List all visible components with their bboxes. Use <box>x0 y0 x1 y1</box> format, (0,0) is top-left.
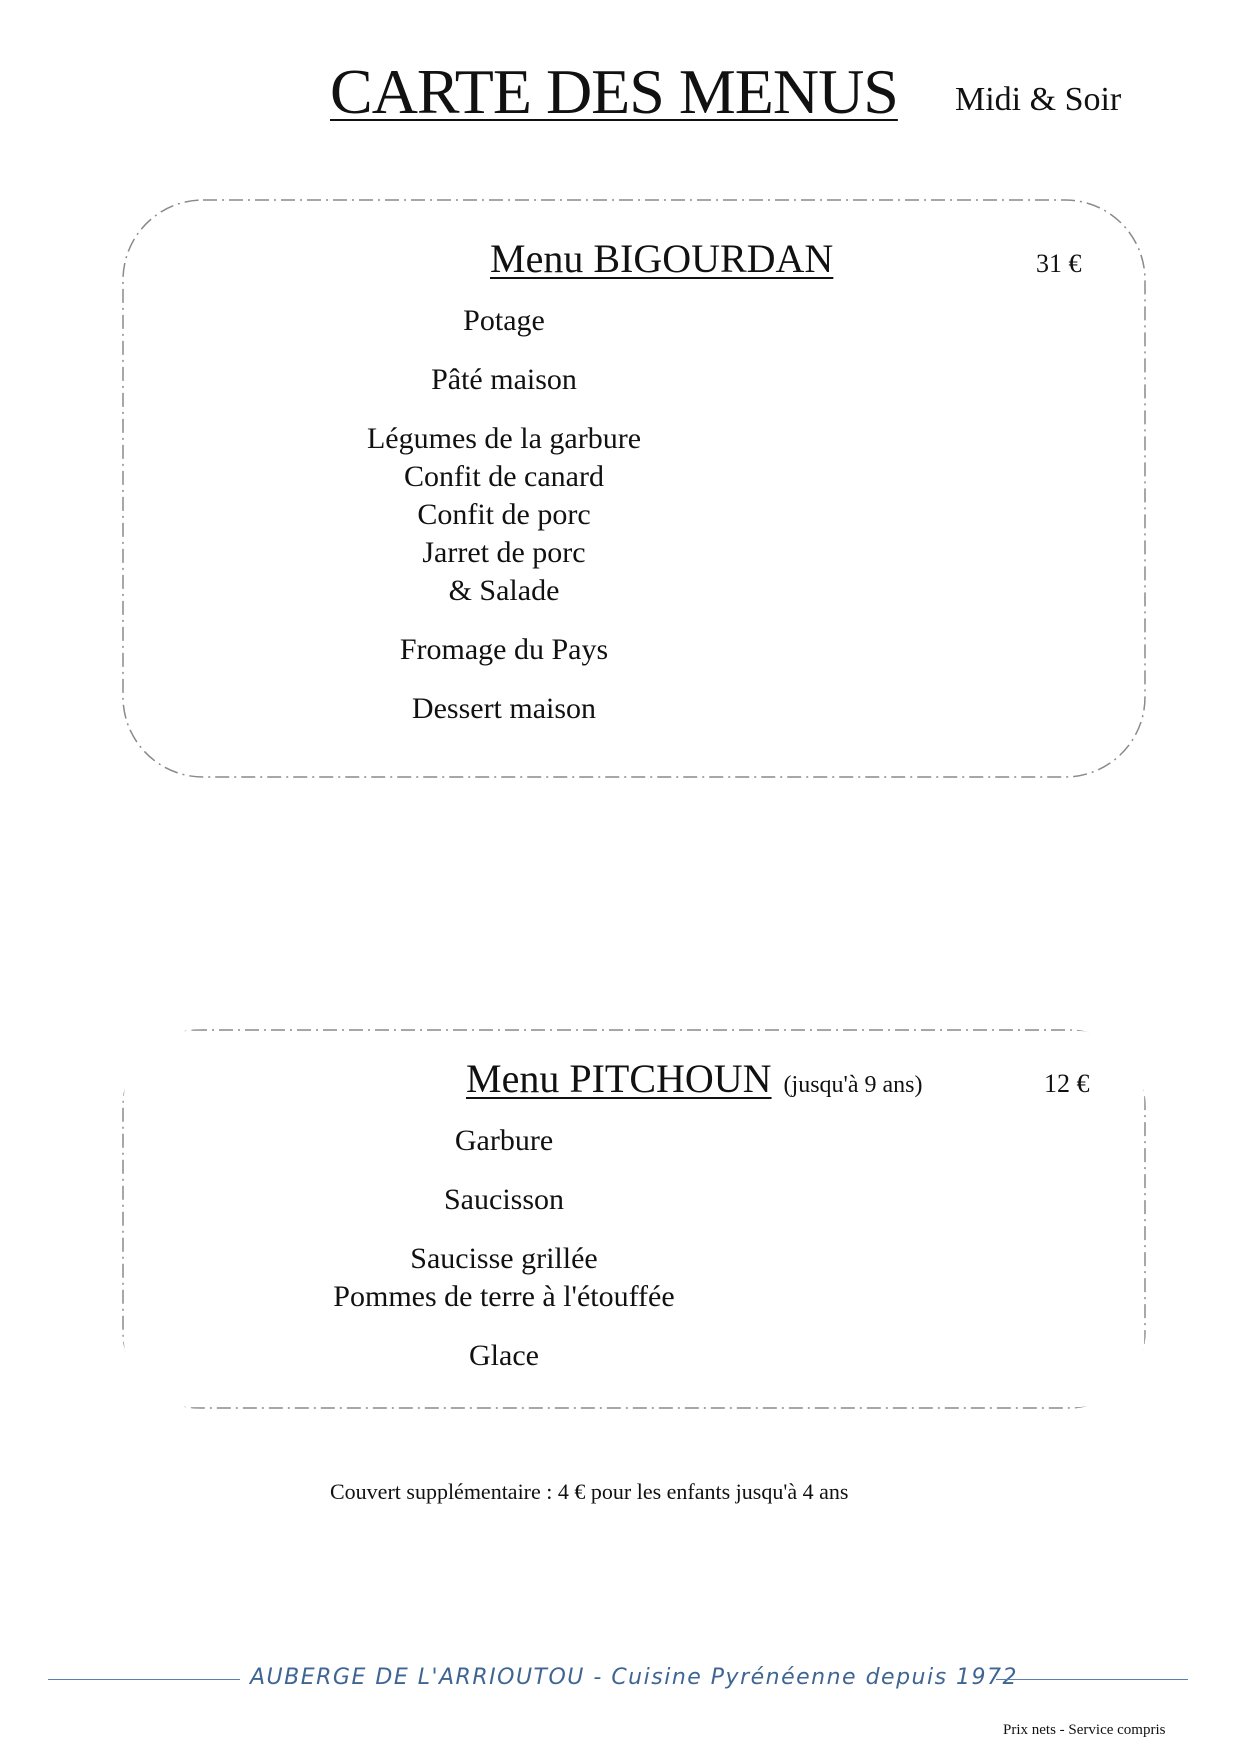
menu-course-item: Pâté maison <box>431 363 577 396</box>
page-title: CARTE DES MENUS <box>330 56 898 127</box>
menu-course <box>122 361 1016 399</box>
menu-course-item: Saucisson <box>444 1183 564 1216</box>
course-list <box>122 302 1016 749</box>
footer-brand: AUBERGE DE L'ARRIOUTOU - Cuisine Pyrénéenne depuis 1972 <box>250 1665 1019 1690</box>
menu-course-item: Garbure <box>454 1124 554 1157</box>
menu-course-item: Dessert maison <box>411 692 597 725</box>
menu-course-item: Légumes de la garbure <box>366 422 642 455</box>
menu-heading <box>466 1055 923 1103</box>
menu-course <box>122 1240 1016 1316</box>
menu-name: Menu PITCHOUN <box>466 1056 772 1101</box>
menu-course-item: Fromage du Pays <box>399 633 609 666</box>
footer-rule-left <box>48 1679 240 1680</box>
menu-price: 31 € <box>1036 249 1082 278</box>
menu-course-item: Potage <box>463 304 545 337</box>
menu-age-note: (jusqu'à 9 ans) <box>783 1072 923 1098</box>
menu-course <box>122 1337 1016 1375</box>
menu-card-bigourdan <box>122 199 1146 778</box>
footer-price-note: Prix nets - Service compris <box>1003 1722 1166 1738</box>
menu-course-item: Jarret de porc <box>422 536 586 569</box>
menu-course <box>122 690 1016 728</box>
menu-heading <box>490 235 833 283</box>
menu-price: 12 € <box>1044 1069 1090 1098</box>
menu-course-item: Glace <box>469 1339 539 1372</box>
page-subtitle: Midi & Soir <box>955 81 1122 118</box>
menu-course <box>122 302 1016 340</box>
menu-course-item: & Salade <box>448 574 560 607</box>
menu-course <box>122 631 1016 669</box>
menu-course <box>122 1181 1016 1219</box>
menu-course <box>122 420 1016 610</box>
menu-course-item: Pommes de terre à l'étouffée <box>333 1280 675 1313</box>
course-list <box>122 1122 1016 1396</box>
menu-name: Menu BIGOURDAN <box>490 236 834 281</box>
menu-course-item: Confit de canard <box>404 460 604 493</box>
menu-course <box>122 1122 1016 1160</box>
menu-course-item: Saucisse grillée <box>410 1242 598 1275</box>
extra-cover-note: Couvert supplémentaire : 4 € pour les enfants jusqu'à 4 ans <box>330 1479 849 1504</box>
menu-card-pitchoun <box>122 1029 1146 1409</box>
footer-rule-right <box>996 1679 1188 1680</box>
menu-course-item: Confit de porc <box>417 498 591 531</box>
